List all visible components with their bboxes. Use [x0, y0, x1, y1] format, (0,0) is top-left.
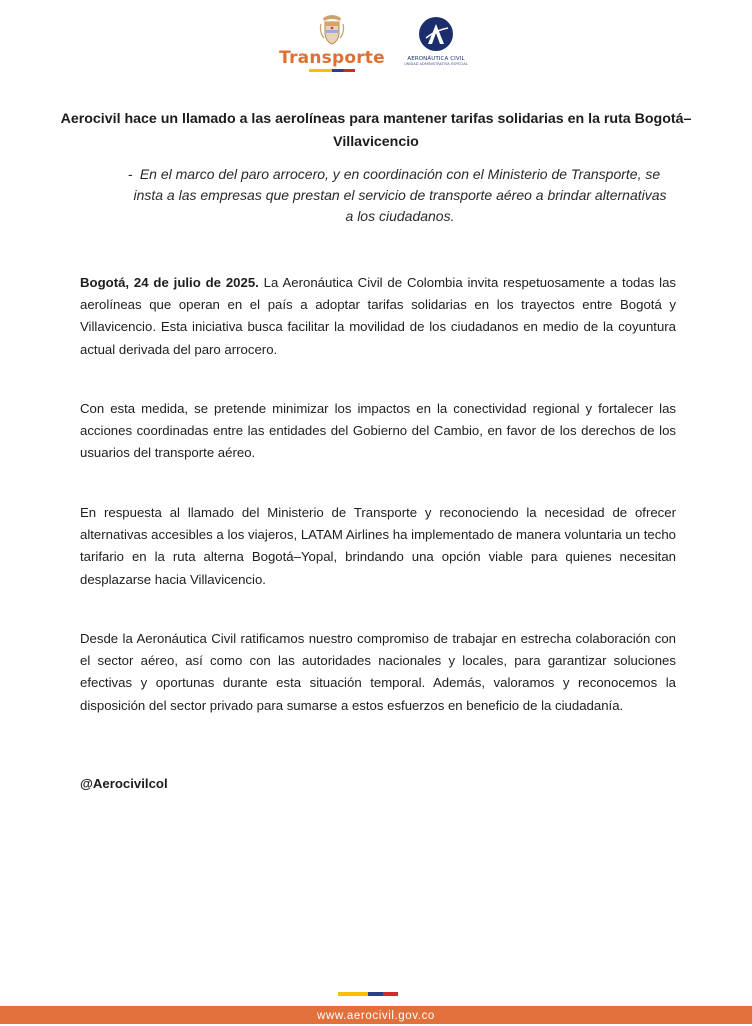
transporte-wordmark: Transporte: [279, 48, 385, 68]
aerocivil-wordmark: AERONÁUTICA CIVIL: [407, 56, 465, 62]
paragraph-1: [80, 272, 676, 361]
social-handle: @Aerocivilcol: [80, 776, 168, 791]
paragraph-1-text: La Aeronáutica Civil de Colombia invita respetuosamente a todas las aerolíneas que operan en el país a adoptar tarifas solidarias en los trayectos entre Bogotá y Villavicencio. Esta iniciativa busca facilitar la movilidad de los ciudadanos en medio de la coyuntura actual derivada del paro arrocero.: [80, 275, 676, 357]
press-release-title: Aerocivil hace un llamado a las aerolíneas para mantener tarifas solidarias en la ruta Bogotá–Villavicencio: [60, 111, 692, 150]
colombia-flag-stripe: [309, 69, 355, 72]
footer-flag-stripe: [338, 992, 398, 996]
press-release-subtitle: [110, 164, 670, 227]
aerocivil-a-icon: [418, 16, 454, 52]
transporte-logo: [278, 12, 386, 82]
footer-url: www.aerocivil.gov.co: [317, 1010, 435, 1022]
paragraph-2: Con esta medida, se pretende minimizar los impactos en la conectividad regional y fortalecer las acciones coordinadas entre las entidades del Gobierno del Cambio, en favor de los derechos de los usuarios del transporte aéreo.: [80, 401, 676, 461]
aerocivil-tagline: UNIDAD ADMINISTRATIVA ESPECIAL: [404, 62, 468, 66]
letterhead: [0, 12, 752, 82]
dateline: Bogotá, 24 de julio de 2025.: [80, 275, 259, 290]
paragraph-3: En respuesta al llamado del Ministerio de Transporte y reconociendo la necesidad de ofrecer alternativas accesibles a los viajeros, LATAM Airlines ha implementado de manera voluntaria un techo tarifario en la ruta alterna Bogotá–Yopal, brindando una opción viable para quienes necesitan desplazarse hacia Villavicencio.: [80, 505, 676, 587]
aerocivil-logo: [396, 16, 476, 82]
coat-of-arms-icon: [317, 12, 347, 46]
footer-bar: [0, 1006, 752, 1024]
subtitle-text: En el marco del paro arrocero, y en coordinación con el Ministerio de Transporte, se insta a las empresas que prestan el servicio de transporte aéreo a brindar alternativas a los ciudadanos.: [133, 166, 667, 224]
bullet-dash: -: [128, 166, 133, 182]
paragraph-4: Desde la Aeronáutica Civil ratificamos nuestro compromiso de trabajar en estrecha colaboración con el sector aéreo, así como con las autoridades nacionales y locales, para garantizar soluciones efectivas y oportunas durante esta situación temporal. Además, valoramos y reconocemos la disposición del sector privado para sumarse a estos esfuerzos en beneficio de la ciudadanía.: [80, 631, 676, 713]
